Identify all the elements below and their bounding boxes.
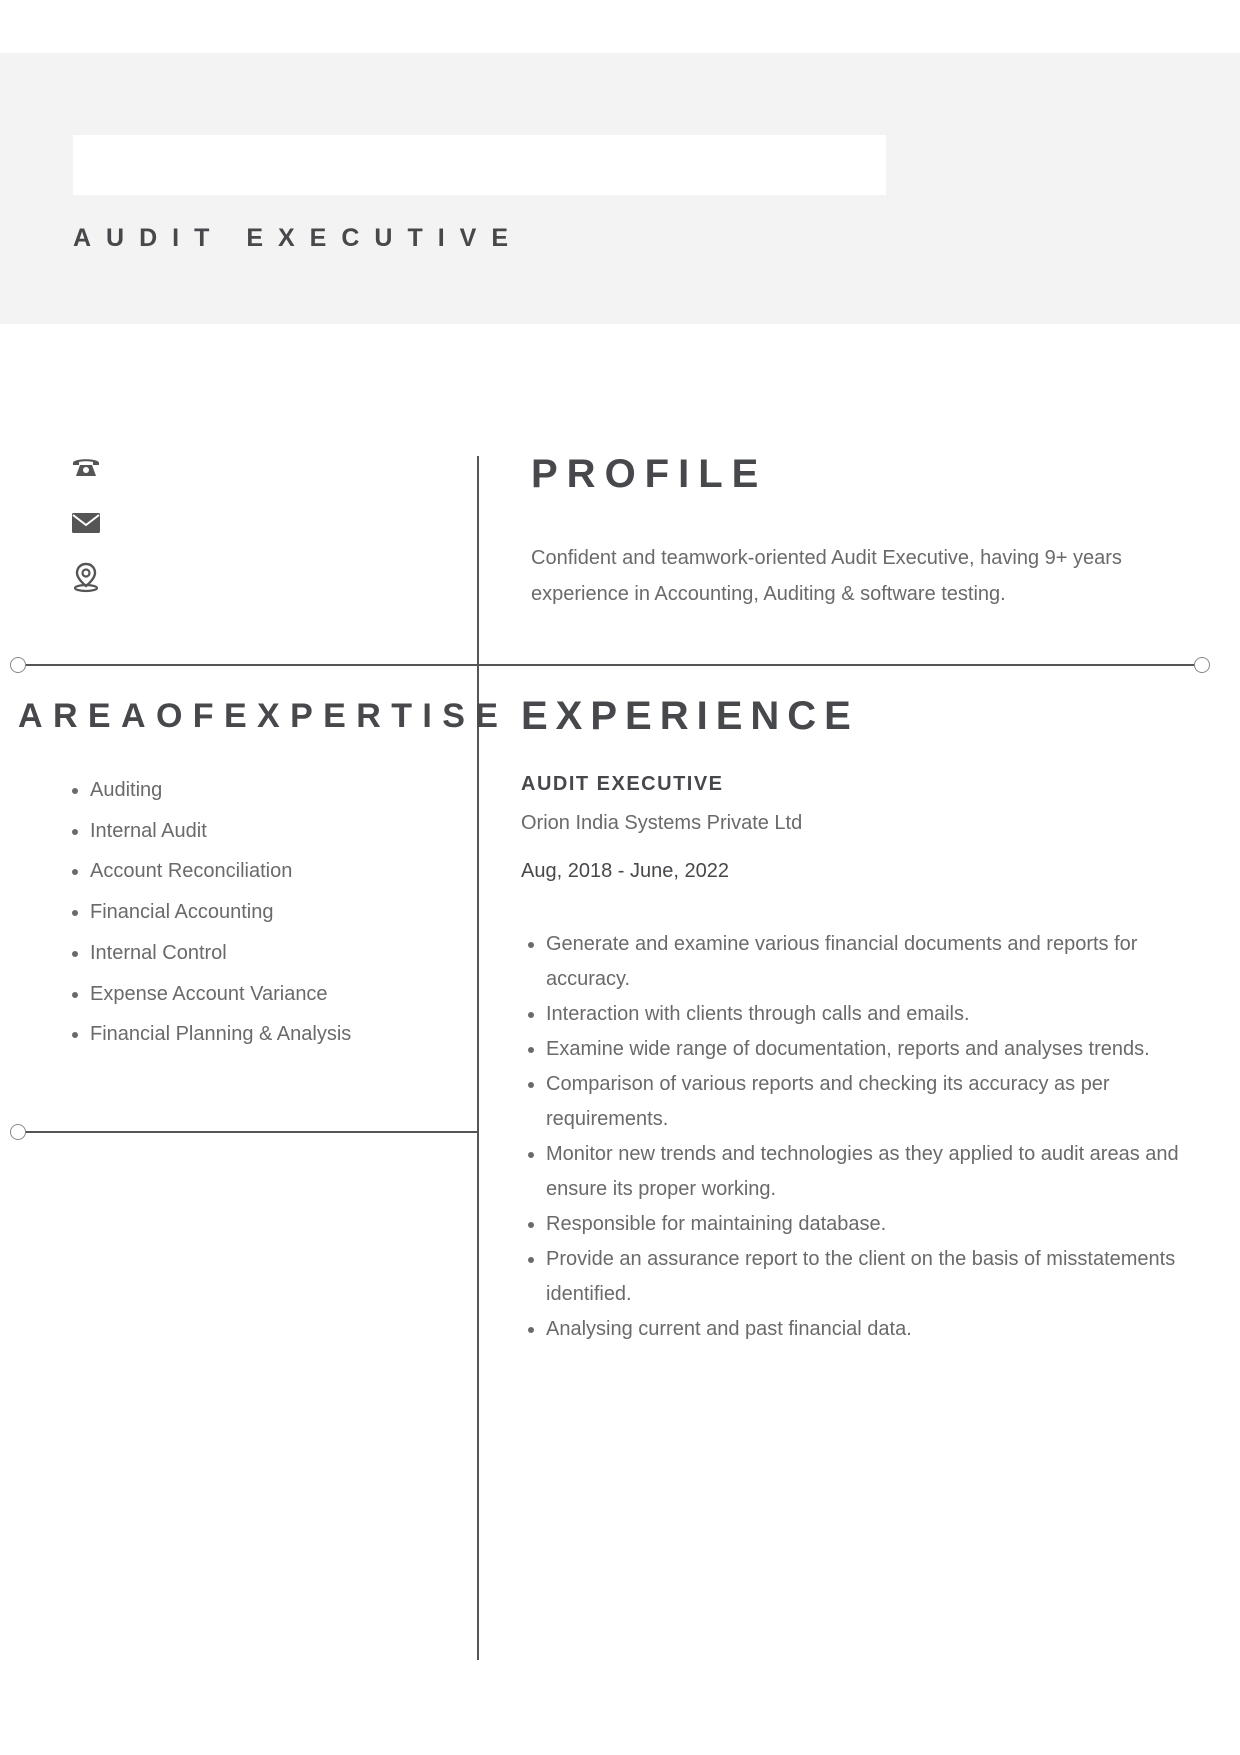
list-item: • Financial Planning & Analysis — [90, 1014, 351, 1055]
list-item: • Provide an assurance report to the client on the basis of misstatements identified. — [546, 1242, 1226, 1312]
vertical-divider — [477, 456, 479, 1660]
list-item: • Financial Accounting — [90, 892, 351, 933]
employment-dates: Aug, 2018 - June, 2022 — [521, 860, 729, 882]
expertise-heading: AREAOFEXPERTISE — [18, 697, 509, 735]
list-item: • Internal Control — [90, 933, 351, 974]
list-item: • Responsible for maintaining database. — [546, 1207, 1226, 1242]
duties-list — [521, 927, 1226, 1347]
list-item: • Expense Account Variance — [90, 974, 351, 1015]
divider-endpoint-circle — [10, 1124, 26, 1140]
location-icon — [70, 561, 102, 593]
profile-summary: Confident and teamwork-oriented Audit Executive, having 9+ years experience in Accounting, Auditing & software testing. — [531, 547, 1122, 605]
divider-endpoint-circle — [10, 657, 26, 673]
profile-heading: PROFILE — [531, 452, 768, 496]
horizontal-divider-bottom — [18, 1131, 477, 1133]
list-item: • Comparison of various reports and checking its accuracy as per requirements. — [546, 1067, 1226, 1137]
list-item: • Monitor new trends and technologies as they applied to audit areas and ensure its proper working. — [546, 1137, 1226, 1207]
experience-heading: EXPERIENCE — [521, 694, 859, 738]
list-item: • Account Reconciliation — [90, 851, 351, 892]
phone-icon — [70, 452, 102, 484]
list-item: • Examine wide range of documentation, reports and analyses trends. — [546, 1032, 1226, 1067]
expertise-list — [66, 770, 351, 1055]
name-placeholder-box — [73, 135, 886, 195]
mail-icon — [70, 507, 102, 539]
job-title: AUDIT EXECUTIVE — [73, 224, 524, 252]
company-name: Orion India Systems Private Ltd — [521, 812, 803, 834]
list-item: • Auditing — [90, 770, 351, 811]
list-item: • Internal Audit — [90, 811, 351, 852]
horizontal-divider-top — [18, 664, 1203, 666]
list-item: • Analysing current and past financial data. — [546, 1312, 1226, 1347]
divider-endpoint-circle — [1194, 657, 1210, 673]
list-item: • Interaction with clients through calls and emails. — [546, 997, 1226, 1032]
list-item: • Generate and examine various financial documents and reports for accuracy. — [546, 927, 1226, 997]
job-role: AUDIT EXECUTIVE — [521, 773, 724, 795]
